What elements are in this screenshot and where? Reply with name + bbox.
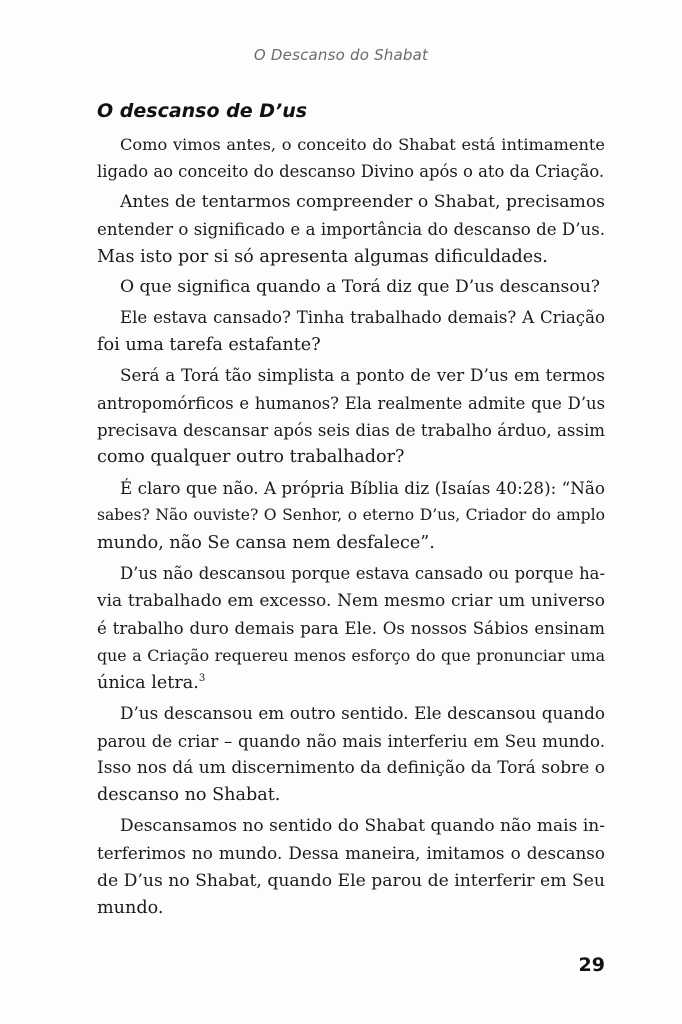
text-line: precisava descansar após seis dias de trabalho árduo, assim — [97, 421, 605, 441]
text-line: foi uma tarefa estafante? — [97, 334, 321, 355]
text-line: antropomórficos e humanos? Ela realmente admite que D’us — [97, 393, 605, 413]
text-line: Como vimos antes, o conceito do Shabat está intimamente — [120, 135, 605, 154]
text-line: parou de criar – quando não mais interferiu em Seu mundo. — [97, 731, 605, 751]
paragraph — [97, 560, 605, 697]
paragraph — [97, 189, 605, 271]
section-title: O descanso de D’us — [97, 100, 308, 122]
body-text — [97, 131, 605, 922]
text-line: única letra. — [97, 672, 199, 693]
text-line: via trabalhado em excesso. Nem mesmo criar um universo — [97, 590, 605, 611]
text-line: entender o significado e a importância do descanso de D’us. — [97, 220, 605, 240]
text-line: terferimos no mundo. Dessa maneira, imitamos o descanso — [97, 843, 605, 864]
text-line: Descansamos no sentido do Shabat quando não mais in- — [120, 815, 605, 836]
text-line: D’us descansou em outro sentido. Ele descansou quando — [120, 703, 605, 724]
text-line: Será a Torá tão simplista a ponto de ver D’us em termos — [120, 365, 605, 386]
footnote-marker[interactable]: 3 — [198, 672, 206, 684]
text-line: D’us não descansou porque estava cansado ou porque ha- — [120, 564, 605, 584]
text-line: é trabalho duro demais para Ele. Os nossos Sábios ensinam — [97, 618, 605, 638]
text-line: mundo. — [97, 897, 164, 918]
paragraph — [97, 362, 605, 472]
paragraph — [97, 813, 605, 923]
text-line: de D’us no Shabat, quando Ele parou de interferir em Seu — [97, 870, 605, 891]
text-line-with-footnote — [97, 670, 605, 697]
text-line: ligado ao conceito do descanso Divino após o ato da Criação. — [97, 162, 605, 182]
paragraph — [97, 131, 605, 186]
text-line: Antes de tentarmos compreender o Shabat, precisamos — [120, 191, 605, 212]
text-line: Isso nos dá um discernimento da definição da Torá sobre o — [97, 757, 605, 778]
text-line: mundo, não Se cansa nem desfalece”. — [97, 532, 435, 553]
text-line: como qualquer outro trabalhador? — [97, 447, 405, 468]
text-line: O que significa quando a Torá diz que D’us descansou? — [120, 277, 600, 298]
text-line: É claro que não. A própria Bíblia diz (Isaías 40:28): “Não — [120, 477, 605, 498]
paragraph — [97, 304, 605, 359]
page-number: 29 — [578, 954, 605, 976]
paragraph — [97, 700, 605, 810]
text-line: Mas isto por si só apresenta algumas dificuldades. — [97, 246, 548, 267]
text-line: descanso no Shabat. — [97, 785, 281, 806]
paragraph — [97, 274, 605, 301]
text-line: sabes? Não ouviste? O Senhor, o eterno D’us, Criador do amplo — [97, 506, 605, 525]
running-head: O Descanso do Shabat — [253, 46, 429, 64]
text-line: que a Criação requereu menos esforço do que pronunciar uma — [97, 646, 605, 666]
paragraph — [97, 475, 605, 557]
text-line: Ele estava cansado? Tinha trabalhado demais? A Criação — [120, 308, 605, 328]
